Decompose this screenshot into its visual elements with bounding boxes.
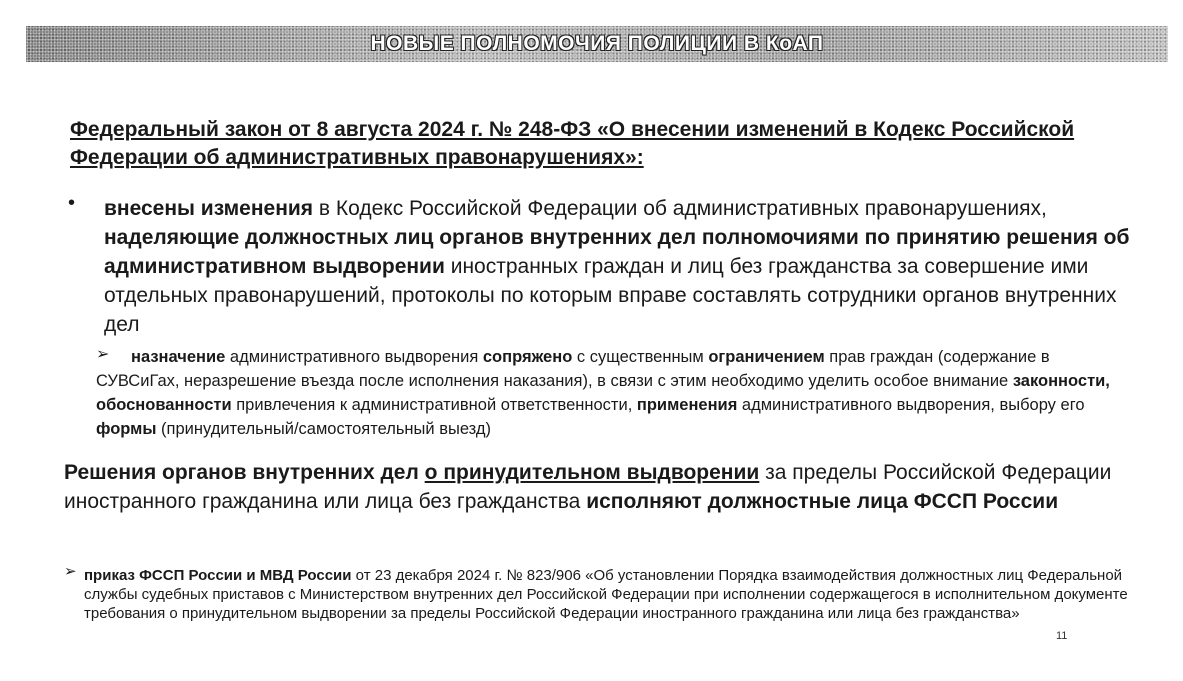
bullet-bold-3: наделяющие должностных лиц органов внутренних дел полномочиями по принятию решения об административном выдворении [104, 226, 1130, 278]
law-title: Федеральный закон от 8 августа 2024 г. № 248-ФЗ «О внесении изменений в Кодекс Российской Федерации об административных правонарушениях»: [70, 118, 1075, 169]
sub-bold-5: ограничением [708, 348, 825, 366]
decision-bold-4: исполняют должностные лица ФССП России [586, 490, 1059, 513]
main-bullet-text [104, 194, 1144, 339]
bullet-text-2: в Кодекс Российской Федерации об административных правонарушениях, [313, 197, 1047, 220]
sub-bold-7: законности, обоснованности [96, 372, 1110, 414]
sub-text-4: с существенным [572, 348, 709, 366]
decision-bold-1: Решения органов внутренних дел [64, 461, 425, 484]
sub-bold-3: сопряжено [482, 348, 573, 366]
sub-bold-9: применения [636, 396, 738, 414]
sub-bold-11: формы [96, 420, 157, 438]
order-text-2: от 23 декабря 2024 г. № 823/906 «Об установлении Порядка взаимодействия должностных лиц Федеральной службы судебных приставов с Министерством внутренних дел Российской Федерации при исполнении содержащегося в исполнительном документе требования о принудительном выдворении за пределы Российской Федерации иностранного гражданина или лица без гражданства» [84, 567, 1128, 622]
bullet-text-4: иностранных граждан и лиц без гражданства за совершение ими отдельных правонарушений, протоколы по которым вправе составлять сотрудники органов внутренних дел [104, 255, 1117, 336]
sub-text-6: прав граждан (содержание в СУВСиГах, неразрешение въезда после исполнения наказания), в связи с этим необходимо уделить особое внимание [96, 348, 1050, 390]
bullet-bold-1: внесены изменения [104, 197, 314, 220]
bullet-marker-icon: • [68, 192, 76, 214]
page-number: 11 [1056, 630, 1068, 642]
sub-text-12: (принудительный/самостоятельный выезд) [156, 420, 491, 438]
sub-bullet-text [96, 345, 1116, 441]
order-paragraph [84, 566, 1154, 623]
sub-text-10: административного выдворения, выбору его [737, 396, 1085, 414]
sub-text-8: привлечения к административной ответственности, [231, 396, 637, 414]
decision-text-3: за пределы Российской Федерации иностранного гражданина или лица без гражданства [64, 461, 1112, 513]
page-title: НОВЫЕ ПОЛНОМОЧИЯ ПОЛИЦИИ В КоАП [370, 32, 824, 55]
decision-paragraph [64, 458, 1144, 516]
arrow-bullet-icon: ➢ [96, 346, 110, 363]
order-arrow-icon: ➢ [64, 563, 77, 580]
header-banner [26, 26, 1168, 62]
decision-bold-underline: о принудительном выдворении [424, 461, 760, 484]
order-bold-1: приказ ФССП России и МВД России [84, 567, 352, 584]
sub-text-2: административного выдворения [225, 348, 483, 366]
sub-bold-1: назначение [131, 348, 226, 366]
